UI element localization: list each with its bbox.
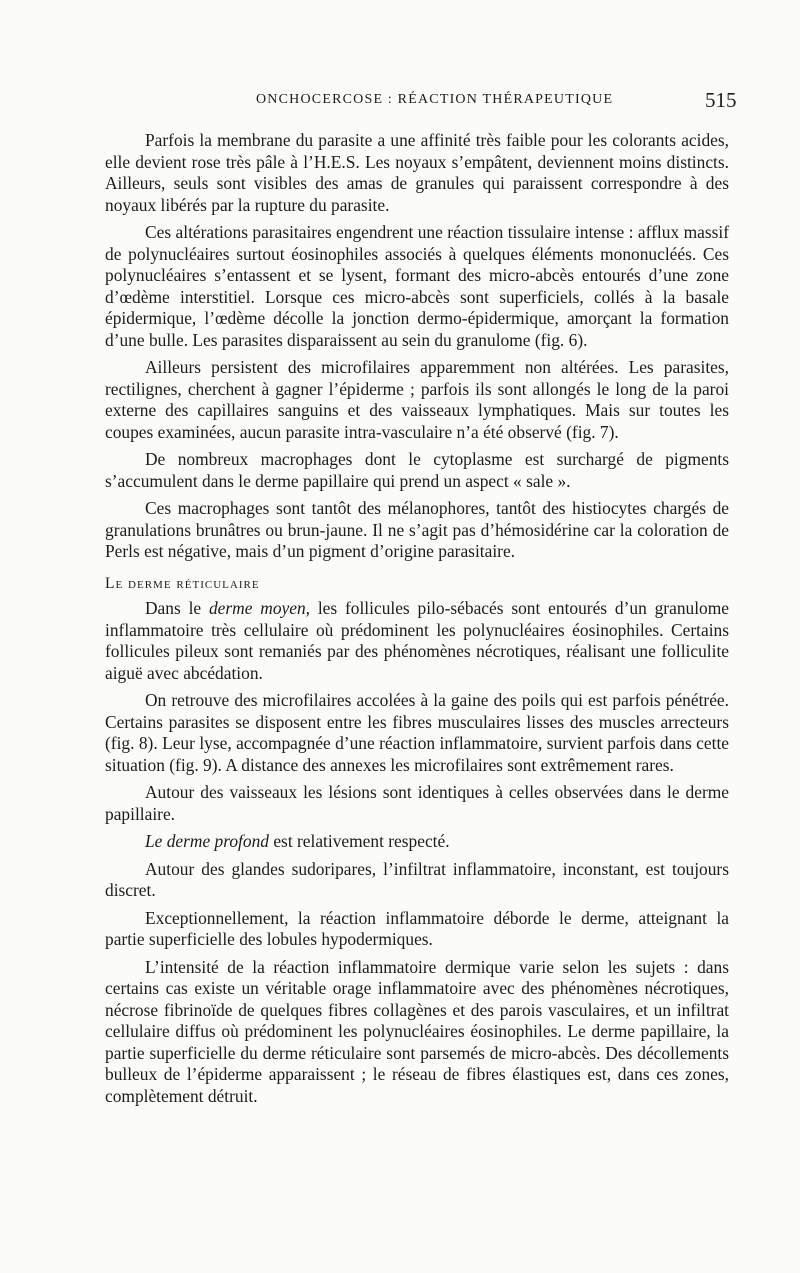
text-run: est relativement respecté.	[268, 831, 450, 851]
paragraph: Parfois la membrane du parasite a une affinité très faible pour les colorants acides, elle devient rose très pâle à l’H.E.S. Les noyaux s’empâtent, deviennent moins distincts. Ailleurs, seuls sont visibles des amas de granules qui paraissent correspondre à des noyaux libérés par la rupture du parasite.	[105, 130, 729, 215]
paragraph	[105, 831, 729, 853]
paragraph: L’intensité de la réaction inflammatoire dermique varie selon les sujets : dans certains cas existe un véritable orage inflammatoire avec des phénomènes nécrotiques, nécrose fibrinoïde de quelques fibres collagènes et des parois vasculaires, et un infiltrat cellulaire diffus où prédominent les polynucléaires éosinophiles. Le derme papillaire, la partie superficielle du derme réticulaire sont parsemés de micro-abcès. Des décollements bulleux de l’épiderme apparaissent ; le réseau de fibres élastiques est, dans ces zones, complètement détruit.	[105, 956, 729, 1106]
paragraph	[105, 598, 729, 684]
paragraph: Ces altérations parasitaires engendrent une réaction tissulaire intense : afflux massif de polynucléaires surtout éosinophiles associés à quelques éléments mononucléés. Ces polynucléaires s’entassent et se lysent, formant des micro-abcès entourés d’une zone d’œdème interstitiel. Lorsque ces micro-abcès sont superficiels, collés à la basale épidermique, l’œdème décolle la jonction dermo-épidermique, amorçant la formation d’une bulle. Les parasites disparaissent au sein du granulome (fig. 6).	[105, 222, 729, 350]
body-text	[105, 130, 729, 1113]
paragraph: Ailleurs persistent des microfilaires apparemment non altérées. Les parasites, rectilignes, cherchent à gagner l’épiderme ; parfois ils sont allongés le long de la paroi externe des capillaires sanguins et des vaisseaux lymphatiques. Mais sur toutes les coupes examinées, aucun parasite intra-vasculaire n’a été observé (fig. 7).	[105, 357, 729, 442]
section-heading: Le derme réticulaire	[105, 574, 260, 592]
page-number: 515	[705, 88, 737, 112]
running-header: ONCHOCERCOSE : RÉACTION THÉRAPEUTIQUE	[256, 92, 614, 107]
italic-term: Le derme profond	[145, 831, 269, 851]
paragraph: On retrouve des microfilaires accolées à la gaine des poils qui est parfois pénétrée. Certains parasites se disposent entre les fibres musculaires lisses des muscles arrecteurs (fig. 8). Leur lyse, accompagnée d’une réaction inflammatoire, survient parfois dans cette situation (fig. 9). A distance des annexes les microfilaires sont extrêmement rares.	[105, 690, 729, 775]
italic-term: derme moyen,	[208, 598, 310, 618]
paragraph: Exceptionnellement, la réaction inflammatoire déborde le derme, atteignant la partie superficielle des lobules hypodermiques.	[105, 907, 729, 949]
paragraph: Autour des vaisseaux les lésions sont identiques à celles observées dans le derme papillaire.	[105, 782, 729, 824]
text-run: Dans le	[145, 598, 209, 618]
text-run: les follicules pilo-sébacés sont entourés d’un granulome inflammatoire très cellulaire où prédominent les polynucléaires éosinophiles. Certains follicules pileux sont remaniés par des phénomènes nécrotiques, réalisant une folliculite aiguë avec abcédation.	[105, 598, 729, 683]
paragraph: Autour des glandes sudoripares, l’infiltrat inflammatoire, inconstant, est toujours discret.	[105, 858, 729, 900]
paragraph: De nombreux macrophages dont le cytoplasme est surchargé de pigments s’accumulent dans le derme papillaire qui prend un aspect « sale ».	[105, 449, 729, 491]
paragraph: Ces macrophages sont tantôt des mélanophores, tantôt des histiocytes chargés de granulations brunâtres ou brun-jaune. Il ne s’agit pas d’hémosidérine car la coloration de Perls est négative, mais d’un pigment d’origine parasitaire.	[105, 498, 729, 561]
